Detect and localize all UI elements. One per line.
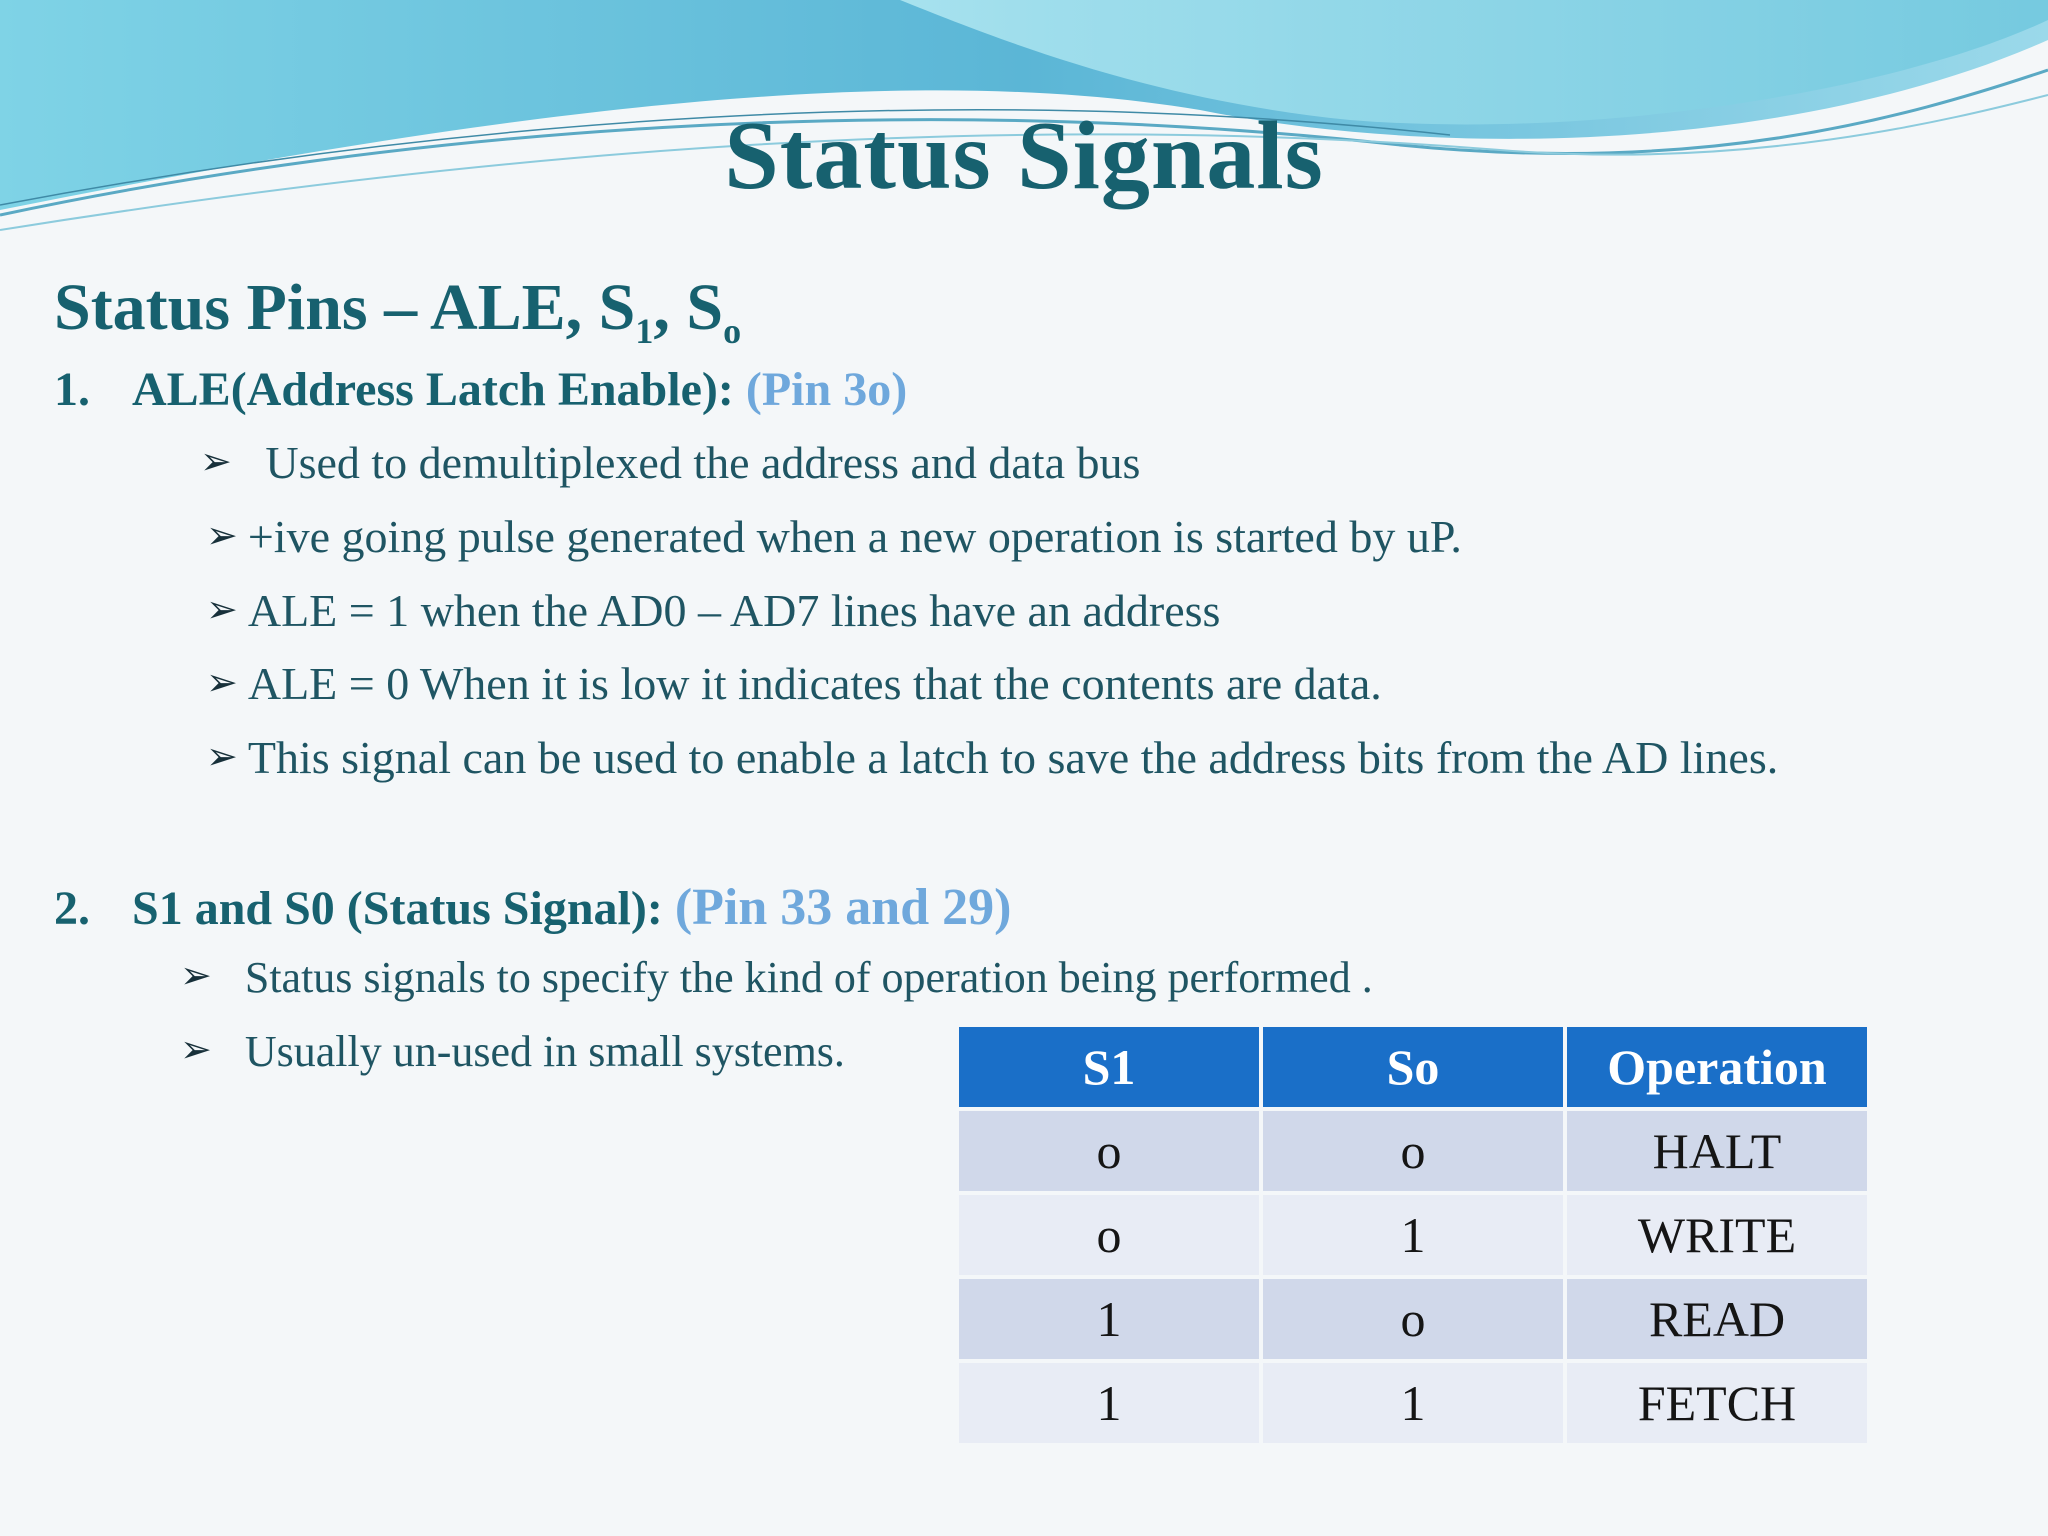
bullet-item [206, 657, 1382, 710]
bullet-text: ALE = 1 when the AD0 – AD7 lines have an address [247, 585, 1221, 636]
bullet-text: Status signals to specify the kind of operation being performed . [244, 953, 1373, 1002]
arrow-bullet-icon: ➢ [180, 1029, 212, 1071]
section-label: S1 and S0 (Status Signal): [132, 882, 663, 935]
table-cell: READ [1567, 1279, 1867, 1359]
subheading-mid: , S [653, 271, 724, 344]
bullet-text: Used to demultiplexed the address and data bus [265, 437, 1141, 488]
table-header-row [959, 1027, 1867, 1107]
pin-label: (Pin 3o) [745, 363, 908, 416]
slide-title: Status Signals [724, 102, 1324, 210]
table-row [959, 1279, 1867, 1359]
subscript-1: 1 [635, 311, 654, 351]
table-cell: HALT [1567, 1111, 1867, 1191]
arrow-bullet-icon: ➢ [206, 589, 238, 631]
bullet-item [206, 731, 1778, 784]
bullet-item [206, 510, 1462, 563]
section-1-heading [54, 362, 907, 417]
table-cell: WRITE [1567, 1195, 1867, 1275]
table-cell: 1 [1263, 1195, 1563, 1275]
table-cell: o [959, 1111, 1259, 1191]
section-2-heading [54, 878, 1011, 937]
table-cell: 1 [959, 1279, 1259, 1359]
arrow-bullet-icon: ➢ [206, 515, 238, 557]
section-label: ALE(Address Latch Enable): [132, 363, 734, 416]
section-number: 2. [54, 882, 90, 935]
bullet-text: Usually un-used in small systems. [244, 1027, 845, 1076]
bullet-item [180, 952, 1373, 1003]
table-cell: o [1263, 1279, 1563, 1359]
table-row [959, 1111, 1867, 1191]
arrow-bullet-icon: ➢ [180, 955, 212, 997]
table-row [959, 1363, 1867, 1443]
table-cell: o [1263, 1111, 1563, 1191]
bullet-item [180, 1026, 845, 1077]
subscript-o: o [723, 311, 742, 351]
column-header-s0: So [1263, 1027, 1563, 1107]
bullet-item [206, 584, 1220, 637]
pin-label: (Pin 33 and 29) [674, 879, 1012, 936]
arrow-bullet-icon: ➢ [206, 736, 238, 778]
arrow-bullet-icon: ➢ [200, 441, 232, 483]
subheading [54, 270, 741, 352]
column-header-operation: Operation [1567, 1027, 1867, 1107]
arrow-bullet-icon: ➢ [206, 662, 238, 704]
table-cell: FETCH [1567, 1363, 1867, 1443]
column-header-s1: S1 [959, 1027, 1259, 1107]
bullet-text: ALE = 0 When it is low it indicates that the contents are data. [247, 658, 1382, 709]
table-row [959, 1195, 1867, 1275]
status-operation-table [955, 1023, 1871, 1447]
subheading-text: Status Pins – ALE, S [54, 271, 636, 344]
table-cell: o [959, 1195, 1259, 1275]
bullet-item [200, 436, 1140, 489]
section-number: 1. [54, 363, 90, 416]
bullet-text: +ive going pulse generated when a new operation is started by uP. [247, 511, 1462, 562]
bullet-text: This signal can be used to enable a latch to save the address bits from the AD lines. [247, 732, 1779, 783]
table-cell: 1 [959, 1363, 1259, 1443]
table-cell: 1 [1263, 1363, 1563, 1443]
